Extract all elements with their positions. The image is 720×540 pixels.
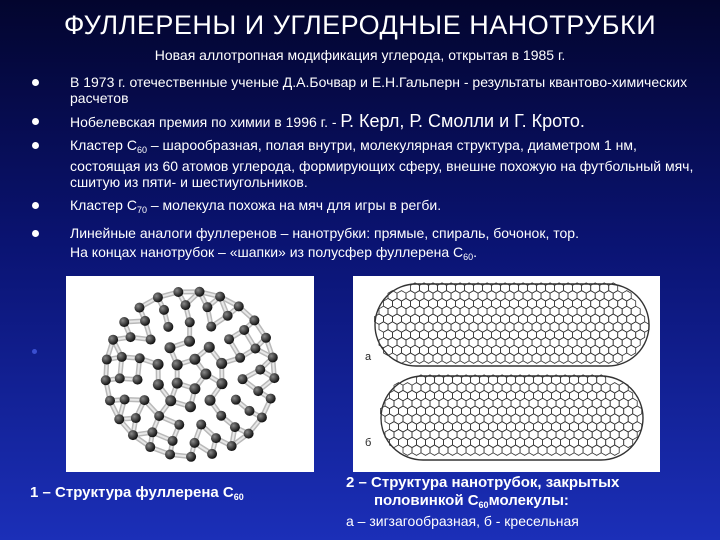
carbon-atom xyxy=(120,394,130,404)
caption-text: 1 – Структура фуллерена С xyxy=(30,484,234,501)
bullet-list xyxy=(30,74,702,272)
hexagon-cell xyxy=(412,445,421,455)
carbon-atom xyxy=(180,300,190,310)
hexagon-cell xyxy=(442,353,451,363)
carbon-atom xyxy=(235,353,245,363)
carbon-atom xyxy=(189,354,200,365)
carbon-atom xyxy=(133,375,143,385)
carbon-atom xyxy=(202,302,212,312)
carbon-atom xyxy=(102,355,112,365)
subscript: 60 xyxy=(136,145,147,155)
hexagon-cell xyxy=(577,353,586,363)
hexagon-cell xyxy=(547,445,556,455)
carbon-atom xyxy=(269,373,279,383)
carbon-atom xyxy=(266,394,276,404)
bullet-dot-icon xyxy=(32,142,39,149)
carbon-atom xyxy=(206,322,216,332)
carbon-atom xyxy=(190,438,200,448)
carbon-atom xyxy=(135,353,145,363)
carbon-atom xyxy=(173,287,183,297)
carbon-atom xyxy=(224,334,234,344)
carbon-atom xyxy=(200,369,211,380)
hexagon-cell xyxy=(610,445,619,455)
carbon-atom xyxy=(268,352,278,362)
bullet-text: На концах нанотрубок – «шапки» из полусфер фуллерена С xyxy=(70,244,464,260)
caption-line xyxy=(346,492,706,514)
carbon-atom xyxy=(140,316,150,326)
carbon-atom xyxy=(244,429,254,439)
carbon-atom xyxy=(153,379,164,390)
carbon-atom xyxy=(172,378,183,389)
carbon-atom xyxy=(126,332,136,342)
carbon-atom xyxy=(216,378,227,389)
carbon-atom xyxy=(164,342,175,353)
hexagon-cell xyxy=(457,445,466,455)
figure2-caption xyxy=(346,474,706,514)
carbon-atom xyxy=(185,317,195,327)
bullet-text: – шарообразная, полая внутри, молекулярная структура, диаметром 1 нм, состоящая из 60 атомов углерода, формирующих сферу, внешне похожую на футбольный мяч, сшитую из пяти- и шестиугольников. xyxy=(70,137,694,190)
caption-text: половинкой С xyxy=(374,492,479,509)
hexagon-cell xyxy=(604,353,613,363)
carbon-atom xyxy=(231,395,241,405)
carbon-atom xyxy=(119,317,129,327)
hexagon-cell xyxy=(403,445,412,455)
bullet-text: Нобелевская премия по химии в 1996 г. - xyxy=(70,114,341,130)
carbon-atom xyxy=(205,395,216,406)
carbon-atom xyxy=(117,352,127,362)
carbon-atom xyxy=(227,441,237,451)
bullet-text: В 1973 г. отечественные ученые Д.А.Бочвар и Е.Н.Гальперн - результаты квантово-химических расчетов xyxy=(70,74,688,106)
carbon-atom xyxy=(101,375,111,385)
carbon-atom xyxy=(207,449,217,459)
carbon-atom xyxy=(159,305,169,315)
carbon-atom xyxy=(234,301,244,311)
hexagon-cell xyxy=(613,353,622,363)
carbon-atom xyxy=(131,413,141,423)
carbon-atom xyxy=(253,386,263,396)
carbon-atom xyxy=(230,422,240,432)
carbon-atom xyxy=(185,401,196,412)
hexagon-cell xyxy=(397,353,406,363)
hexagon-cell xyxy=(487,353,496,363)
bullet-text: Кластер С xyxy=(70,197,137,213)
hexagon-cell xyxy=(514,353,523,363)
hexagon-cell xyxy=(592,445,601,455)
hexagon-cell xyxy=(601,445,610,455)
carbon-atom xyxy=(211,433,221,443)
figure2-subcaption: а – зигзагообразная, б - кресельная xyxy=(346,513,579,529)
carbon-atom xyxy=(145,442,155,452)
hexagon-cell xyxy=(421,445,430,455)
carbon-atom xyxy=(257,412,267,422)
carbon-atom xyxy=(172,359,183,370)
bullet-dot-icon xyxy=(32,118,39,125)
slide-subtitle: Новая аллотропная модификация углерода, открытая в 1985 г. xyxy=(154,47,566,63)
hexagon-cell xyxy=(496,353,505,363)
carbon-atom xyxy=(216,411,226,421)
hexagon-cell xyxy=(475,445,484,455)
hexagon-cell xyxy=(406,353,415,363)
hexagon-cell xyxy=(529,445,538,455)
hexagon-cell xyxy=(424,353,433,363)
hexagon-cell xyxy=(532,353,541,363)
hexagon-cell xyxy=(559,353,568,363)
hexagon-cell xyxy=(556,445,565,455)
carbon-atom xyxy=(115,373,125,383)
bullet-text: . xyxy=(473,244,478,260)
hexagon-cell xyxy=(586,353,595,363)
carbon-atom xyxy=(189,383,200,394)
carbon-atom xyxy=(146,335,156,345)
label-b: б xyxy=(365,437,372,449)
hexagon-cell xyxy=(520,445,529,455)
figure1-caption xyxy=(30,484,244,502)
nanotube-figure xyxy=(353,276,660,472)
bullet-item xyxy=(30,225,702,241)
hexagon-cell xyxy=(574,445,583,455)
carbon-atom xyxy=(128,430,138,440)
hexagon-cell xyxy=(505,353,514,363)
hexagon-cell xyxy=(466,445,475,455)
caption-text: молекулы: xyxy=(488,492,569,509)
bullet-text: – молекула похожа на мяч для игры в регби. xyxy=(146,197,442,213)
bullet-text: Кластер С xyxy=(70,137,137,153)
decorative-dot xyxy=(32,349,37,354)
hexagon-cell xyxy=(478,353,487,363)
hexagon-cell xyxy=(451,353,460,363)
bullet-laureates: Р. Керл, Р. Смолли и Г. Крото. xyxy=(340,111,585,131)
hexagon-cell xyxy=(502,445,511,455)
hexagon-cell xyxy=(460,353,469,363)
hexagon-cell xyxy=(493,445,502,455)
carbon-atom xyxy=(204,342,215,353)
carbon-atom xyxy=(215,292,225,302)
carbon-atom xyxy=(184,336,195,347)
carbon-atom xyxy=(134,303,144,313)
carbon-atom xyxy=(153,292,163,302)
carbon-atom xyxy=(153,359,164,370)
hexagon-cell xyxy=(565,445,574,455)
hexagon-cell xyxy=(433,353,442,363)
carbon-atom xyxy=(186,452,196,462)
hexagon-cell xyxy=(595,353,604,363)
carbon-atom xyxy=(261,333,271,343)
hexagon-cell xyxy=(550,353,559,363)
carbon-atom xyxy=(196,420,206,430)
carbon-atom xyxy=(195,287,205,297)
carbon-atom xyxy=(163,322,173,332)
hexagon-cell xyxy=(583,445,592,455)
subscript: 60 xyxy=(478,500,489,510)
hexagon-cell xyxy=(415,353,424,363)
hexagon-cell xyxy=(390,437,399,447)
label-a: а xyxy=(365,351,372,363)
carbon-atom xyxy=(255,365,265,375)
carbon-atom xyxy=(108,335,118,345)
slide-title: ФУЛЛЕРЕНЫ И УГЛЕРОДНЫЕ НАНОТРУБКИ xyxy=(63,10,657,40)
carbon-atom xyxy=(250,344,260,354)
carbon-atom xyxy=(239,325,249,335)
carbon-atom xyxy=(238,374,248,384)
hexagon-cell xyxy=(439,445,448,455)
fullerene-figure xyxy=(66,276,314,472)
bullet-continuation xyxy=(30,244,702,265)
carbon-atom xyxy=(244,406,254,416)
carbon-atom xyxy=(223,311,233,321)
subscript: 70 xyxy=(136,205,147,215)
hexagon-cell xyxy=(469,353,478,363)
carbon-atom xyxy=(174,420,184,430)
hexagon-cell xyxy=(448,445,457,455)
fullerene-c60-image xyxy=(66,276,314,472)
carbon-atom xyxy=(139,395,149,405)
carbon-atom xyxy=(165,449,175,459)
bullet-item xyxy=(30,74,702,106)
bullet-item xyxy=(30,197,702,218)
hexagon-cell xyxy=(484,445,493,455)
bullet-dot-icon xyxy=(32,79,39,86)
hexagon-cell xyxy=(627,345,636,355)
hexagon-cell xyxy=(523,353,532,363)
carbon-atom xyxy=(249,315,259,325)
nanotube-image xyxy=(353,276,660,472)
carbon-atom xyxy=(147,427,157,437)
bullet-item xyxy=(30,113,702,130)
bullet-text: Линейные аналоги фуллеренов – нанотрубки: прямые, спираль, бочонок, тор. xyxy=(70,225,579,241)
hexagon-cell xyxy=(541,353,550,363)
hexagon-cell xyxy=(511,445,520,455)
subscript: 60 xyxy=(233,492,244,502)
carbon-atom xyxy=(165,395,176,406)
subscript: 60 xyxy=(463,252,474,262)
bullet-item xyxy=(30,137,702,190)
hexagon-cell xyxy=(568,353,577,363)
carbon-atom xyxy=(216,358,227,369)
carbon-atom xyxy=(168,436,178,446)
bullet-dot-icon xyxy=(32,202,39,209)
carbon-atom xyxy=(114,414,124,424)
bullet-dot-icon xyxy=(32,230,39,237)
hexagon-cell xyxy=(430,445,439,455)
carbon-atom xyxy=(154,411,164,421)
carbon-atom xyxy=(105,396,115,406)
hexagon-cell xyxy=(624,437,633,447)
hexagon-cell xyxy=(538,445,547,455)
caption-line: 2 – Структура нанотрубок, закрытых xyxy=(346,474,620,491)
